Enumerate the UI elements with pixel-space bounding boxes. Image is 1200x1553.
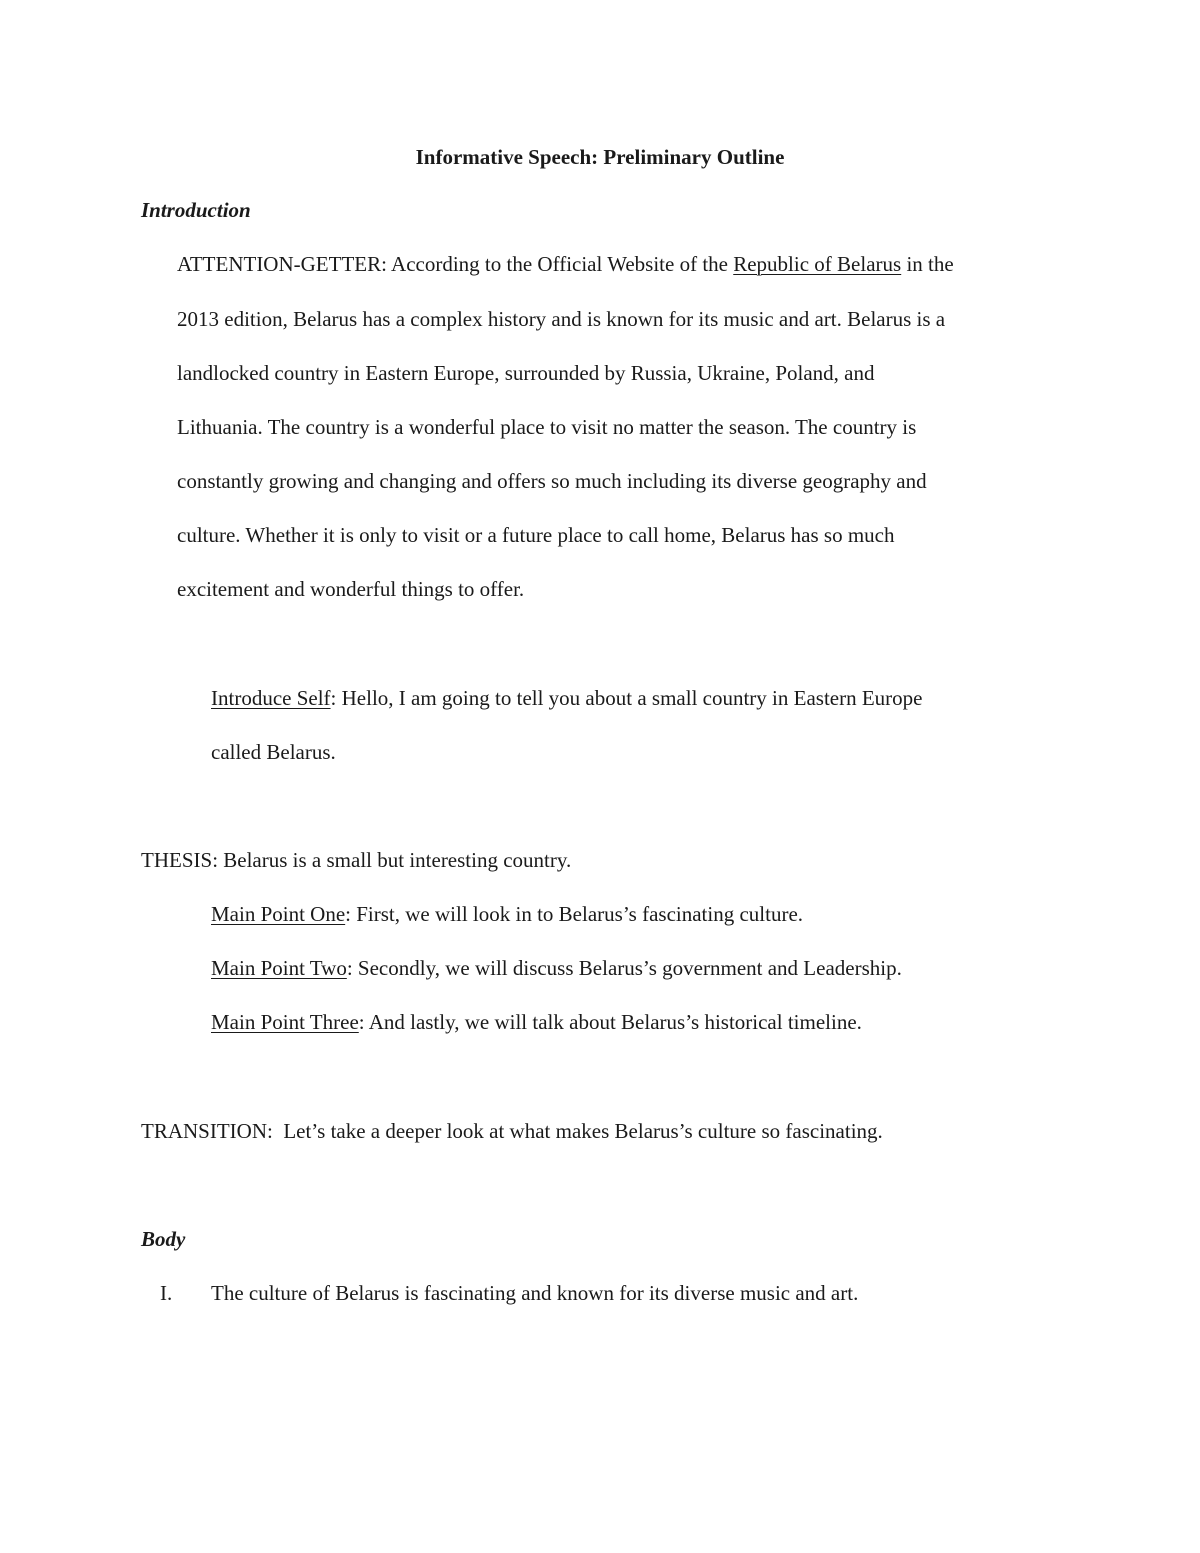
thesis-line: [141, 846, 571, 874]
transition-text: Let’s take a deeper look at what makes Belarus’s culture so fascinating.: [272, 1119, 883, 1143]
attention-getter-line-3: landlocked country in Eastern Europe, surrounded by Russia, Ukraine, Poland, and: [177, 361, 875, 385]
introduce-self-label: Introduce Self: [211, 686, 331, 710]
introduction-heading: Introduction: [141, 198, 251, 222]
attention-getter-line-2: 2013 edition, Belarus has a complex history and is known for its music and art. Belarus is a: [177, 307, 946, 331]
document-title: Informative Speech: Preliminary Outline: [415, 145, 785, 169]
main-point-two-text: : Secondly, we will discuss Belarus’s government and Leadership.: [346, 956, 902, 980]
main-point-one: [211, 900, 803, 928]
attention-getter-line-5: constantly growing and changing and offers so much including its diverse geography and: [177, 469, 927, 493]
main-point-three-text: : And lastly, we will talk about Belarus’s historical timeline.: [358, 1010, 862, 1034]
body-heading: Body: [141, 1227, 186, 1251]
attention-getter-text-1b: in the: [901, 252, 954, 276]
main-point-two: [211, 954, 902, 982]
attention-getter-text-1a: According to the Official Website of the: [386, 252, 734, 276]
attention-getter-label: ATTENTION-GETTER:: [177, 252, 387, 276]
introduce-self-line-1: [211, 684, 923, 712]
attention-getter-line-6: culture. Whether it is only to visit or a future place to call home, Belarus has so much: [177, 523, 895, 547]
attention-getter-line-7: excitement and wonderful things to offer.: [177, 577, 525, 601]
introduce-self-text-1: : Hello, I am going to tell you about a small country in Eastern Europe: [330, 686, 923, 710]
main-point-two-label: Main Point Two: [211, 956, 347, 980]
thesis-text: : Belarus is a small but interesting country.: [212, 848, 572, 872]
transition-label: TRANSITION:: [141, 1119, 273, 1143]
main-point-three: [211, 1008, 862, 1036]
body-item-numeral: I.: [160, 1281, 173, 1305]
main-point-one-text: : First, we will look in to Belarus’s fascinating culture.: [345, 902, 804, 926]
attention-getter-line-4: Lithuania. The country is a wonderful place to visit no matter the season. The country is: [177, 415, 917, 439]
body-item-text: The culture of Belarus is fascinating and known for its diverse music and art.: [211, 1281, 859, 1305]
main-point-one-label: Main Point One: [211, 902, 346, 926]
attention-getter-line-1: [177, 250, 954, 278]
main-point-three-label: Main Point Three: [211, 1010, 359, 1034]
thesis-label: THESIS: [141, 848, 213, 872]
introduce-self-line-2: called Belarus.: [211, 740, 336, 764]
transition-line: [141, 1117, 883, 1145]
republic-of-belarus-reference: Republic of Belarus: [733, 252, 902, 276]
